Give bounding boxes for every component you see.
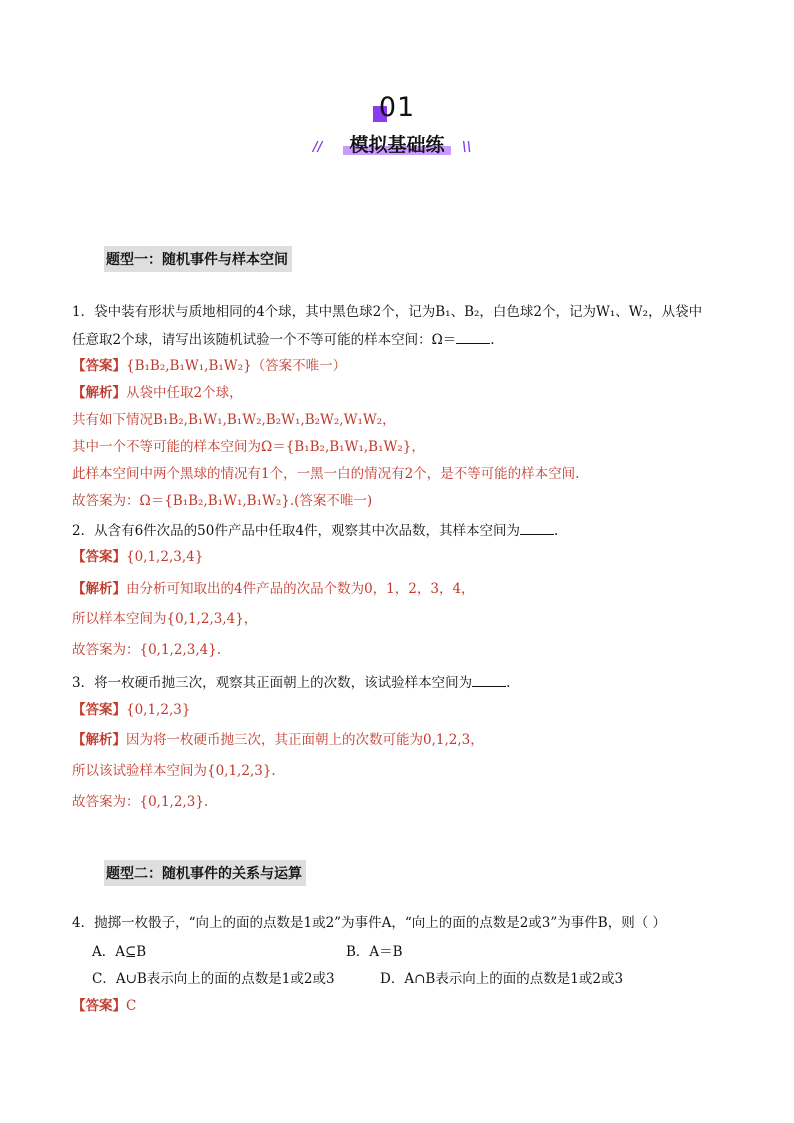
section-heading-2: 题型二：随机事件的关系与运算: [104, 860, 306, 886]
section-heading-1: 题型一：随机事件与样本空间: [104, 246, 292, 272]
q3-answer: 【答案】{0,1,2,3}: [72, 702, 191, 718]
option-d: D．A∩B表示向上的面的点数是1或2或3: [380, 971, 624, 987]
question-1-text-cont: 任意取2个球，请写出该随机试验一个不等可能的样本空间：Ω＝ .: [72, 332, 495, 348]
q2-conclusion: 故答案为：{0,1,2,3,4}.: [72, 642, 222, 658]
q2-answer: 【答案】{0,1,2,3,4}: [72, 549, 204, 565]
answer-blank: [520, 521, 554, 535]
section-number: 01: [0, 92, 794, 126]
q1-analysis-line: 共有如下情况B₁B₂,B₁W₁,B₁W₂,B₂W₁,B₂W₂,W₁W₂，: [72, 412, 396, 428]
q2-analysis: 【解析】由分析可知取出的4件产品的次品个数为0，1，2，3，4，: [72, 581, 475, 597]
option-a: A．A⊆B: [92, 944, 147, 960]
answer-tag: 【答案】: [72, 702, 126, 718]
answer-tag: 【答案】: [72, 998, 126, 1014]
q4-answer: 【答案】C: [72, 998, 137, 1014]
left-slash-decoration: //: [313, 140, 323, 155]
analysis-tag: 【解析】: [72, 581, 126, 597]
q1-conclusion: 故答案为：Ω＝{B₁B₂,B₁W₁,B₁W₂}.(答案不唯一): [72, 493, 373, 509]
analysis-tag: 【解析】: [72, 385, 126, 401]
option-b: B．A＝B: [346, 944, 403, 960]
analysis-tag: 【解析】: [72, 732, 126, 748]
page-title: 模拟基础练: [0, 130, 794, 160]
question-3-text: 3．将一枚硬币抛三次，观察其正面朝上的次数，该试验样本空间为 .: [72, 675, 511, 691]
q1-analysis-line: 此样本空间中两个黑球的情况有1个，一黑一白的情况有2个，是不等可能的样本空间.: [72, 466, 580, 482]
q3-analysis-line: 所以该试验样本空间为{0,1,2,3}.: [72, 763, 276, 779]
q1-analysis-line: 其中一个不等可能的样本空间为Ω＝{B₁B₂,B₁W₁,B₁W₂}，: [72, 439, 425, 455]
answer-tag: 【答案】: [72, 358, 126, 374]
answer-blank: [472, 673, 506, 687]
answer-blank: [456, 330, 490, 344]
q3-analysis: 【解析】因为将一枚硬币抛三次，其正面朝上的次数可能为0,1,2,3，: [72, 732, 484, 748]
answer-tag: 【答案】: [72, 549, 126, 565]
question-4-text: 4．抛掷一枚骰子，“向上的面的点数是1或2”为事件A，“向上的面的点数是2或3”为事件B，则（ ）: [72, 915, 667, 931]
q2-analysis-line: 所以样本空间为{0,1,2,3,4}，: [72, 611, 258, 627]
option-c: C．A∪B表示向上的面的点数是1或2或3: [92, 971, 335, 987]
q3-conclusion: 故答案为：{0,1,2,3}.: [72, 794, 209, 810]
question-2-text: 2．从含有6件次品的50件产品中任取4件，观察其中次品数，其样本空间为 .: [72, 523, 559, 539]
question-1-text: 1．袋中装有形状与质地相同的4个球，其中黑色球2个，记为B₁、B₂，白色球2个，记为W₁、W₂，从袋中: [72, 304, 703, 320]
right-slash-decoration: \\: [462, 140, 472, 155]
q1-analysis: 【解析】从袋中任取2个球，: [72, 385, 243, 401]
q1-answer: 【答案】{B₁B₂,B₁W₁,B₁W₂}（答案不唯一）: [72, 358, 347, 374]
